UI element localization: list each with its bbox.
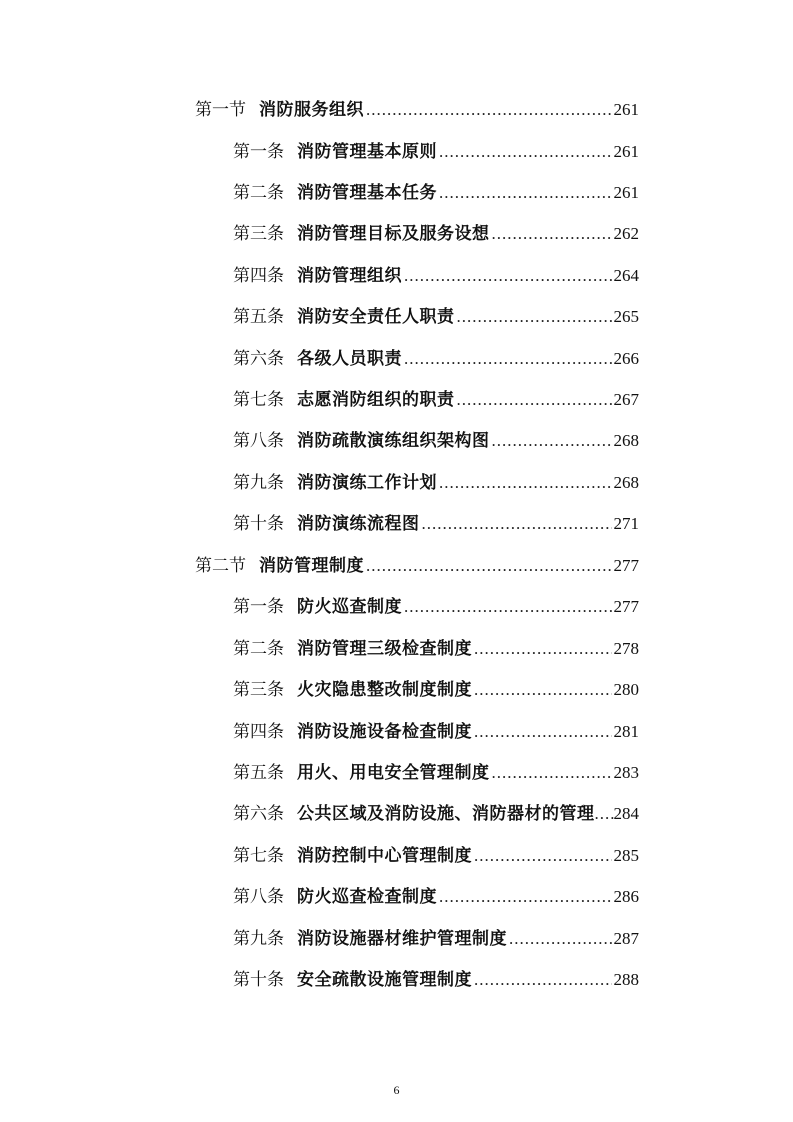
toc-leader bbox=[439, 471, 612, 495]
toc-number: 第二条 bbox=[233, 639, 284, 659]
toc-title: 消防管理基本任务 bbox=[297, 183, 437, 203]
toc-title: 消防设施设备检查制度 bbox=[297, 722, 472, 742]
toc-page: 280 bbox=[613, 680, 639, 699]
toc-item[interactable] bbox=[233, 140, 639, 164]
toc-number: 第七条 bbox=[233, 846, 284, 866]
toc-leader bbox=[457, 305, 612, 329]
toc-number: 第二节 bbox=[195, 556, 246, 576]
toc-page: 268 bbox=[613, 431, 639, 450]
toc-title: 消防设施器材维护管理制度 bbox=[297, 929, 507, 949]
toc-leader bbox=[366, 98, 612, 122]
toc-page: 277 bbox=[613, 556, 639, 575]
toc-item[interactable] bbox=[233, 347, 639, 371]
toc-number: 第四条 bbox=[233, 266, 284, 286]
toc-item[interactable] bbox=[233, 429, 639, 453]
toc-number: 第五条 bbox=[233, 307, 284, 327]
toc-page: 287 bbox=[613, 929, 639, 948]
toc-page: 261 bbox=[613, 142, 639, 161]
toc-leader bbox=[492, 222, 612, 246]
toc-number: 第八条 bbox=[233, 887, 284, 907]
toc-page: 277 bbox=[613, 597, 639, 616]
toc-title: 消防服务组织 bbox=[259, 100, 364, 120]
toc-title: 消防演练流程图 bbox=[297, 514, 420, 534]
toc-title: 各级人员职责 bbox=[297, 349, 402, 369]
toc-item[interactable] bbox=[233, 968, 639, 992]
toc-title: 消防控制中心管理制度 bbox=[297, 846, 472, 866]
toc-page: 265 bbox=[613, 307, 639, 326]
toc-number: 第三条 bbox=[233, 224, 284, 244]
toc-page: 288 bbox=[613, 970, 639, 989]
toc-number: 第一条 bbox=[233, 597, 284, 617]
toc-title: 志愿消防组织的职责 bbox=[297, 390, 455, 410]
toc-item[interactable] bbox=[233, 305, 639, 329]
toc-item[interactable] bbox=[233, 927, 639, 951]
toc-item[interactable] bbox=[233, 264, 639, 288]
toc-leader bbox=[439, 140, 612, 164]
toc-title: 消防管理基本原则 bbox=[297, 142, 437, 162]
toc-page: 261 bbox=[613, 183, 639, 202]
toc-title: 消防管理目标及服务设想 bbox=[297, 224, 490, 244]
toc-title: 消防安全责任人职责 bbox=[297, 307, 455, 327]
toc-title: 消防管理组织 bbox=[297, 266, 402, 286]
toc-section[interactable] bbox=[195, 98, 639, 122]
toc-number: 第九条 bbox=[233, 473, 284, 493]
toc-leader bbox=[492, 761, 612, 785]
toc-leader bbox=[474, 968, 612, 992]
toc-number: 第四条 bbox=[233, 722, 284, 742]
toc-item[interactable] bbox=[233, 388, 639, 412]
toc-title: 安全疏散设施管理制度 bbox=[297, 970, 472, 990]
toc-number: 第六条 bbox=[233, 349, 284, 369]
toc-title: 用火、用电安全管理制度 bbox=[297, 763, 490, 783]
toc-item[interactable] bbox=[233, 802, 639, 826]
toc-page: 285 bbox=[613, 846, 639, 865]
toc-number: 第五条 bbox=[233, 763, 284, 783]
toc-item[interactable] bbox=[233, 720, 639, 744]
toc-title: 公共区域及消防设施、消防器材的管理 bbox=[297, 804, 595, 824]
toc-number: 第十条 bbox=[233, 970, 284, 990]
toc-number: 第三条 bbox=[233, 680, 284, 700]
toc-item[interactable] bbox=[233, 844, 639, 868]
toc-item[interactable] bbox=[233, 678, 639, 702]
toc-leader bbox=[474, 844, 612, 868]
toc-title: 防火巡查检查制度 bbox=[297, 887, 437, 907]
toc-item[interactable] bbox=[233, 637, 639, 661]
toc-number: 第一条 bbox=[233, 142, 284, 162]
page-number: 6 bbox=[393, 1083, 400, 1097]
toc-title: 防火巡查制度 bbox=[297, 597, 402, 617]
toc-title: 消防管理三级检查制度 bbox=[297, 639, 472, 659]
toc-leader bbox=[595, 802, 614, 826]
toc-leader bbox=[457, 388, 612, 412]
toc-leader bbox=[492, 429, 612, 453]
toc-item[interactable] bbox=[233, 885, 639, 909]
toc-number: 第八条 bbox=[233, 431, 284, 451]
toc-leader bbox=[474, 678, 612, 702]
toc-number: 第九条 bbox=[233, 929, 284, 949]
toc-title: 消防演练工作计划 bbox=[297, 473, 437, 493]
toc-number: 第六条 bbox=[233, 804, 284, 824]
toc-number: 第二条 bbox=[233, 183, 284, 203]
toc-item[interactable] bbox=[233, 595, 639, 619]
toc-leader bbox=[404, 347, 612, 371]
toc-title: 火灾隐患整改制度制度 bbox=[297, 680, 472, 700]
toc-leader bbox=[474, 720, 612, 744]
toc-page: 268 bbox=[613, 473, 639, 492]
toc-page: 281 bbox=[613, 722, 639, 741]
toc-page: 286 bbox=[613, 887, 639, 906]
toc-page: 267 bbox=[613, 390, 639, 409]
toc-page: 262 bbox=[613, 224, 639, 243]
toc-number: 第一节 bbox=[195, 100, 246, 120]
toc-item[interactable] bbox=[233, 512, 639, 536]
toc-item[interactable] bbox=[233, 181, 639, 205]
toc-leader bbox=[474, 637, 612, 661]
toc-item[interactable] bbox=[233, 222, 639, 246]
toc-page: 278 bbox=[613, 639, 639, 658]
toc-number: 第十条 bbox=[233, 514, 284, 534]
toc-leader bbox=[439, 885, 612, 909]
toc-page: 271 bbox=[613, 514, 639, 533]
toc-leader bbox=[404, 595, 612, 619]
toc-title: 消防疏散演练组织架构图 bbox=[297, 431, 490, 451]
toc-page: 266 bbox=[613, 349, 639, 368]
toc-section[interactable] bbox=[195, 554, 639, 578]
toc-title: 消防管理制度 bbox=[259, 556, 364, 576]
toc-leader bbox=[439, 181, 612, 205]
toc-number: 第七条 bbox=[233, 390, 284, 410]
toc-leader bbox=[509, 927, 612, 951]
toc-page: 261 bbox=[613, 100, 639, 119]
toc-item[interactable] bbox=[233, 761, 639, 785]
toc-page: 264 bbox=[613, 266, 639, 285]
toc-page: 284 bbox=[613, 804, 639, 823]
toc-leader bbox=[422, 512, 612, 536]
toc-item[interactable] bbox=[233, 471, 639, 495]
toc-page: 283 bbox=[613, 763, 639, 782]
toc-leader bbox=[404, 264, 612, 288]
toc-leader bbox=[366, 554, 612, 578]
